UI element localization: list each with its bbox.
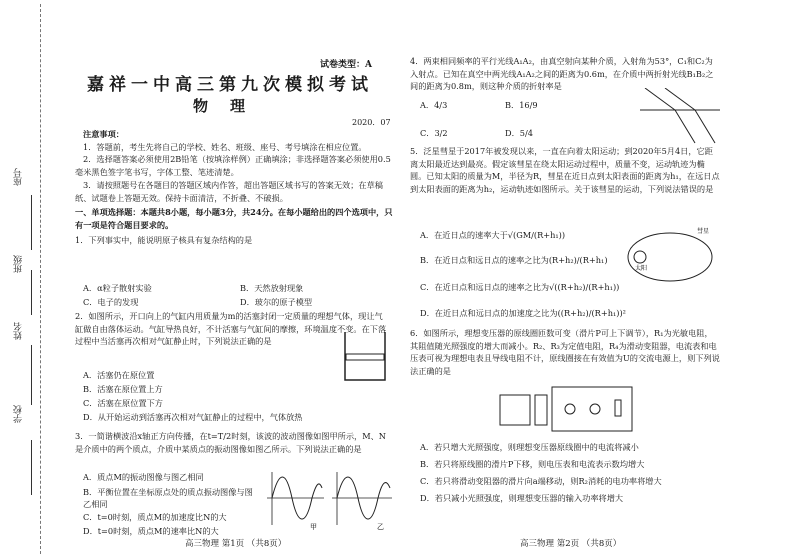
- q4-option-b: B．16/9: [505, 100, 538, 110]
- q4-option-c: C．3/2: [420, 128, 448, 138]
- exam-date: 2020．07: [352, 118, 391, 127]
- binding-dashed-line: [40, 4, 41, 554]
- q6-option-a: A．若只增大光照强度，则理想变压器原线圈中的电流将减小: [420, 442, 639, 452]
- ray-b2: [695, 110, 715, 143]
- class-label: 班级: [14, 255, 24, 273]
- fig-label-comet: 彗星: [697, 228, 710, 235]
- q1-option-c: C．电子的发现: [83, 297, 139, 307]
- q6-option-d: D．若只减小光照强度，则理想变压器的输入功率将增大: [420, 493, 624, 503]
- sun-icon: [634, 251, 646, 263]
- q5-option-b: B．在近日点和远日点的速率之比为(R+h₂)/(R+h₁): [420, 255, 608, 265]
- q3-option-b: B．平衡位置在坐标原点处的质点振动图像与图乙相同: [83, 487, 253, 510]
- footer-right: 高三物理 第2页 （共8页）: [520, 539, 622, 549]
- q4-option-a: A．4/3: [420, 100, 448, 110]
- q5-block: [410, 145, 720, 196]
- orbit-figure: [625, 225, 720, 285]
- q3-option-c: C．t=0时刻，质点M的加速度比N的大: [83, 512, 227, 522]
- q4-stem: 4．两束相同频率的平行光线A₁A₂，由真空射向某种介质，入射角为53°，C₁和C₂为入射点。已知在真空中两光线A₁A₂之间的距离为0.6m，在介质中两折射光线B₁B₂之间的距离为0.8m，则这种介质的折射率是: [410, 56, 714, 92]
- q3-block: [75, 430, 393, 455]
- q6-block: [410, 327, 720, 378]
- note-item: 1．答题前，考生先将自己的学校、姓名、班级、座号、考号填涂在相应位置。: [83, 141, 367, 152]
- notes-heading: 注意事项：: [83, 129, 124, 139]
- note-item: 2．选择题答案必须使用2B铅笔（按填涂样例）正确填涂；非选择题答案必须使用0.5毫米黑色签字笔书写，字体工整、笔迹清楚。: [75, 154, 391, 178]
- footer-left: 高三物理 第1页 （共8页）: [185, 539, 287, 549]
- q3-option-a: A．质点M的振动图像与图乙相同: [83, 472, 204, 482]
- page-title: 嘉祥一中高三第九次模拟考试: [87, 75, 373, 95]
- q6-stem: 6．如图所示，理想变压器的原线圈匝数可变（滑片P可上下调节），R₁为光敏电阻，其阻值随光照强度的增大而减小。R₂、R₃为定值电阻，R₄为滑动变阻器，电流表和电压表可视为理想电表且导线电阻不计，原线圈接在有效值为U的交流电源上，则下列说法正确的是: [410, 328, 720, 377]
- q1-option-a: A．α粒子散射实验: [83, 283, 152, 293]
- q2-option-d: D．从开始运动到活塞再次相对气缸静止的过程中，气体放热: [83, 412, 303, 422]
- fig-label-jia: 甲: [310, 523, 317, 530]
- transformer-core: [535, 395, 547, 425]
- fig-label-yi: 乙: [377, 523, 384, 530]
- q2-option-c: C．活塞在原位置下方: [83, 398, 163, 408]
- fig-label-sun: 太阳: [635, 265, 648, 272]
- piston: [346, 354, 384, 360]
- q1-option-d: D．玻尔的原子模型: [240, 297, 313, 307]
- resistor-icon: [615, 400, 621, 416]
- name-fill-line: [31, 345, 32, 405]
- ray-b1: [675, 110, 695, 143]
- q5-option-c: C．在近日点和远日点的速率之比为√((R+h₂)/(R+h₁)): [420, 282, 620, 292]
- wave-figure-yi: [332, 472, 392, 530]
- q5-option-d: D．在近日点和远日点的加速度之比为((R+h₂)/(R+h₁))²: [420, 308, 626, 318]
- subject-title: 物理: [192, 97, 267, 115]
- q6-option-c: C．若只将滑动变阻器的滑片向a端移动，则R₂消耗的电功率将增大: [420, 476, 662, 486]
- q2-stem: 2．如图所示，开口向上的气缸内用质量为m的活塞封闭一定质量的理想气体，现让气缸做自由落体运动。气缸导热良好，不计活塞与气缸间的摩擦，环境温度不变。在下落过程中当活塞再次相对气缸静止时，下列说法正确的是: [75, 311, 387, 347]
- wave-figure-jia: [267, 472, 324, 530]
- q6-option-b: B．若只将原线圈的滑片P下移，则电压表和电流表示数均增大: [420, 459, 645, 469]
- school-label: 学校: [14, 405, 24, 423]
- seat-label: 座号: [14, 168, 24, 186]
- q1-option-b: B．天然放射现象: [240, 283, 304, 293]
- ammeter-icon: [565, 404, 575, 414]
- cylinder-figure: [335, 330, 395, 385]
- binding-strip: [0, 0, 62, 558]
- ray-a1: [645, 88, 675, 110]
- q5-option-a: A．在近日点的速率大于√(GM/(R+h₁)): [420, 230, 566, 240]
- q3-option-d: D．t=0时刻，质点M的速率比N的大: [83, 526, 219, 536]
- q1-stem: 1．下列事实中，能说明原子核具有复杂结构的是: [75, 234, 253, 245]
- primary-circuit: [500, 395, 530, 425]
- name-label: 姓名: [14, 322, 24, 340]
- notes-block: [75, 128, 393, 246]
- wave-figures: [262, 470, 397, 530]
- seat-fill-line: [31, 195, 32, 250]
- transformer-circuit-figure: [495, 385, 640, 435]
- q3-stem: 3．一简谐横波沿x轴正方向传播，在t=T/2时刻，该波的波动图像如图甲所示，M、N是介质中的两个质点，介质中某质点的振动图像如图乙所示。下列说法正确的是: [75, 431, 386, 454]
- q5-stem: 5．泛星彗星于2017年被发现以来，一直在向着太阳运动；到2020年5月4日，它距离太阳最近达到最亮。假定该彗星在绕太阳运动过程中，质量不变，运动轨迹为椭圆。已知太阳的质量为M，半径为R，彗星在近日点到太阳表面的距离为h₁，在远日点到太阳表面的距离为h₂，运动轨迹如图所示。关于该彗星的运动，下列说法错误的是: [410, 146, 720, 195]
- voltmeter-icon: [590, 404, 600, 414]
- ray-a2: [665, 88, 695, 110]
- note-item: 3．请按照题号在各题目的答题区域内作答，超出答题区域书写的答案无效；在草稿纸、试题卷上答题无效。保持卡面清洁，不折叠、不破损。: [75, 179, 383, 203]
- class-fill-line: [31, 270, 32, 315]
- school-fill-line: [31, 440, 32, 495]
- section-heading: 一、单项选择题：本题共8小题，每小题3分，共24分。在每小题给出的四个选项中，只有一项是符合题目要求的。: [75, 207, 393, 230]
- q4-option-d: D．5/4: [505, 128, 533, 138]
- q2-option-a: A．活塞仍在原位置: [83, 370, 155, 380]
- paper-type: 试卷类型：A: [320, 60, 372, 70]
- refraction-figure: [640, 88, 720, 146]
- q2-option-b: B．活塞在原位置上方: [83, 384, 163, 394]
